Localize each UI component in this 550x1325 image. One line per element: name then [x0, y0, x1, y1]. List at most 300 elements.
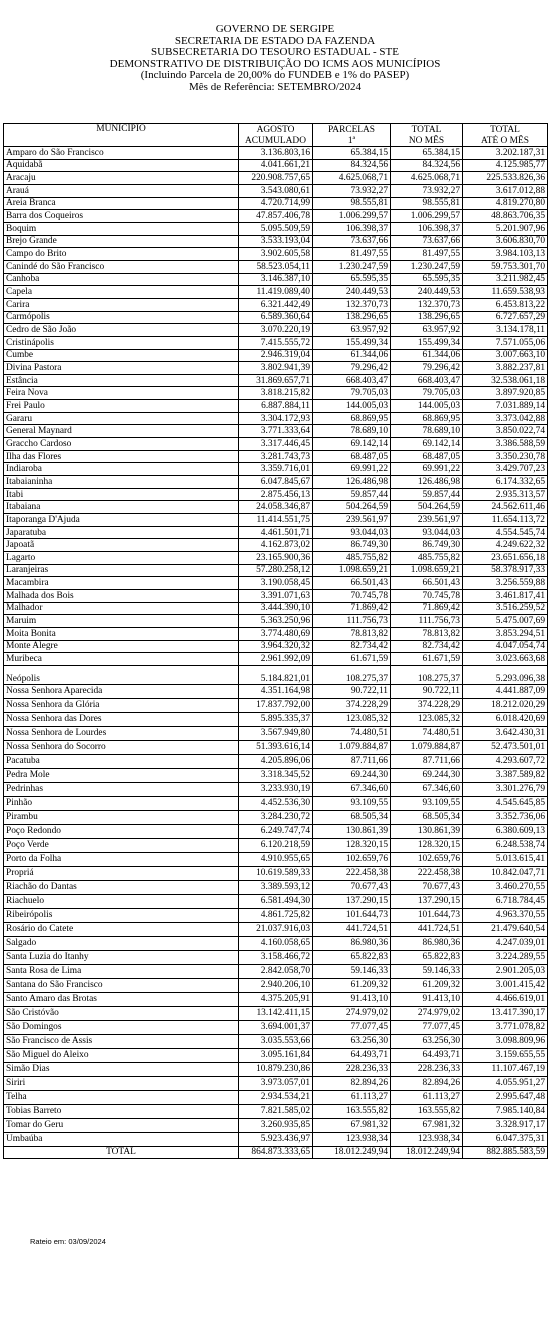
table-row [4, 501, 548, 514]
municipio-cell: Arauá [4, 184, 239, 197]
municipio-cell: Maruim [4, 615, 239, 628]
parcela-cell: 137.290,15 [313, 894, 391, 908]
total-ate-mes-cell: 4.545.645,85 [463, 796, 548, 810]
total-ate-mes-cell: 32.538.061,18 [463, 374, 548, 387]
parcela-cell: 63.957,92 [313, 324, 391, 337]
parcela-cell: 1.079.884,87 [313, 740, 391, 754]
total-ate-mes-cell: 4.247.039,01 [463, 936, 548, 950]
total-mes-cell: 67.981,32 [391, 1118, 463, 1132]
total-ate-mes-cell: 2.935.313,57 [463, 488, 548, 501]
total-mes-cell: 74.480,51 [391, 726, 463, 740]
municipio-cell: Graccho Cardoso [4, 438, 239, 451]
municipio-cell: Gararu [4, 412, 239, 425]
parcela-cell: 91.413,10 [313, 992, 391, 1006]
header-subsecretariat: SUBSECRETARIA DO TESOURO ESTADUAL - STE [151, 46, 399, 59]
parcela-cell: 77.077,45 [313, 1020, 391, 1034]
agosto-acumulado-cell: 11.419.089,40 [239, 286, 313, 299]
municipio-cell: Riachão do Dantas [4, 880, 239, 894]
total-mes-cell: 90.722,11 [391, 684, 463, 698]
total-ate-mes-cell: 11.659.538,93 [463, 286, 548, 299]
table-row [4, 852, 548, 866]
total-mes-cell: 485.755,82 [391, 552, 463, 565]
table-row [4, 438, 548, 451]
parcela-cell: 81.497,55 [313, 248, 391, 261]
parcela-cell: 132.370,73 [313, 298, 391, 311]
parcela-cell: 101.644,73 [313, 908, 391, 922]
table-row [4, 514, 548, 527]
agosto-acumulado-cell: 3.818.215,82 [239, 387, 313, 400]
total-ate-mes-cell: 3.352.736,06 [463, 810, 548, 824]
total-ate-mes-cell: 6.727.657,29 [463, 311, 548, 324]
total-mes-cell: 93.044,03 [391, 526, 463, 539]
table-row [4, 476, 548, 489]
header-reference-month: Mês de Referência: SETEMBRO/2024 [189, 80, 361, 93]
total-ate-mes-cell: 21.479.640,54 [463, 922, 548, 936]
col-header-total-mes: TOTAL [391, 124, 463, 136]
total-ate-mes-cell: 4.293.607,72 [463, 754, 548, 768]
total-mes-cell: 86.749,30 [391, 539, 463, 552]
table-row [4, 463, 548, 476]
municipio-cell: Japaratuba [4, 526, 239, 539]
total-ate-mes-cell: 6.380.609,13 [463, 824, 548, 838]
total-ate-mes-cell: 3.897.920,85 [463, 387, 548, 400]
parcela-cell: 102.659,76 [313, 852, 391, 866]
municipio-cell: Tomar do Geru [4, 1118, 239, 1132]
table-row [4, 712, 548, 726]
agosto-acumulado-cell: 5.923.436,97 [239, 1132, 313, 1146]
total-ate-mes-cell: 4.963.370,55 [463, 908, 548, 922]
total-ate-mes-cell: 3.224.289,55 [463, 950, 548, 964]
total-mes-cell: 137.290,15 [391, 894, 463, 908]
table-row [4, 726, 548, 740]
total-ate-mes-cell: 5.475.007,69 [463, 615, 548, 628]
total-ate-mes-cell: 3.429.707,23 [463, 463, 548, 476]
municipio-cell: Nossa Senhora Aparecida [4, 684, 239, 698]
total-ate-mes-cell: 7.985.140,84 [463, 1104, 548, 1118]
table-row [4, 273, 548, 286]
total-ate-mes-cell: 2.995.647,48 [463, 1090, 548, 1104]
agosto-acumulado-cell: 3.444.390,10 [239, 602, 313, 615]
agosto-acumulado-cell: 3.543.080,61 [239, 184, 313, 197]
total-ate-mes-cell: 5.201.907,96 [463, 222, 548, 235]
total-mes-cell: 67.346,60 [391, 782, 463, 796]
municipio-cell: Aracaju [4, 172, 239, 185]
agosto-acumulado-cell: 6.589.360,64 [239, 311, 313, 324]
total-ate-mes-cell: 13.417.390,17 [463, 1006, 548, 1020]
parcela-cell: 69.991,22 [313, 463, 391, 476]
agosto-acumulado-cell: 23.165.900,36 [239, 552, 313, 565]
parcela-cell: 82.894,26 [313, 1076, 391, 1090]
total-mes-cell: 222.458,38 [391, 866, 463, 880]
table-row [4, 1006, 548, 1020]
parcela-cell: 163.555,82 [313, 1104, 391, 1118]
agosto-acumulado-cell: 3.158.466,72 [239, 950, 313, 964]
total-mes-cell: 65.384,15 [391, 147, 463, 160]
municipio-cell: Pirambu [4, 810, 239, 824]
municipio-cell: Laranjeiras [4, 564, 239, 577]
table-row [4, 248, 548, 261]
agosto-acumulado-cell: 4.041.661,21 [239, 159, 313, 172]
total-mes-cell: 70.677,43 [391, 880, 463, 894]
parcela-cell: 69.142,14 [313, 438, 391, 451]
agosto-acumulado-cell: 2.940.206,10 [239, 978, 313, 992]
parcela-cell: 59.857,44 [313, 488, 391, 501]
parcela-cell: 61.344,06 [313, 349, 391, 362]
municipio-cell: Nossa Senhora do Socorro [4, 740, 239, 754]
table-body [4, 147, 548, 1159]
total-mes-cell: 108.275,37 [391, 665, 463, 684]
municipio-cell: Riachuelo [4, 894, 239, 908]
total-ate-mes-cell: 6.248.538,74 [463, 838, 548, 852]
municipio-cell: Aquidabã [4, 159, 239, 172]
total-mes-cell: 239.561,97 [391, 514, 463, 527]
total-mes-cell: 68.487,05 [391, 450, 463, 463]
table-row [4, 665, 548, 684]
agosto-acumulado-cell: 7.821.585,02 [239, 1104, 313, 1118]
table-row [4, 197, 548, 210]
municipio-cell: Monte Alegre [4, 640, 239, 653]
total-mes-cell: 64.493,71 [391, 1048, 463, 1062]
total-ate-mes-cell: 4.055.951,27 [463, 1076, 548, 1090]
table-row [4, 754, 548, 768]
parcela-cell: 128.320,15 [313, 838, 391, 852]
total-mes-cell: 66.501,43 [391, 577, 463, 590]
total-mes-cell: 73.637,66 [391, 235, 463, 248]
total-mes-cell: 1.098.659,21 [391, 564, 463, 577]
total-mes-cell: 59.146,33 [391, 964, 463, 978]
total-ate-mes-cell: 2.901.205,03 [463, 964, 548, 978]
total-mes-cell: 79.705,03 [391, 387, 463, 400]
municipio-cell: Simão Dias [4, 1062, 239, 1076]
header-title: DEMONSTRATIVO DE DISTRIBUIÇÃO DO ICMS AOS MUNICÍPIOS [109, 57, 441, 70]
table-row [4, 286, 548, 299]
agosto-acumulado-cell: 3.694.001,37 [239, 1020, 313, 1034]
agosto-acumulado-cell: 2.961.992,09 [239, 653, 313, 666]
total-mes-cell: 123.938,34 [391, 1132, 463, 1146]
table-row [4, 311, 548, 324]
parcela-cell: 68.869,95 [313, 412, 391, 425]
municipio-cell: São Domingos [4, 1020, 239, 1034]
agosto-acumulado-cell: 6.887.884,11 [239, 400, 313, 413]
total-ate-mes-cell: 6.174.332,65 [463, 476, 548, 489]
table-row [4, 782, 548, 796]
table-row [4, 1104, 548, 1118]
parcela-cell: 70.745,78 [313, 589, 391, 602]
parcela-cell: 18.012.249,94 [313, 1146, 391, 1158]
table-row [4, 1020, 548, 1034]
agosto-acumulado-cell: 3.317.446,45 [239, 438, 313, 451]
table-row [4, 796, 548, 810]
parcela-cell: 65.822,83 [313, 950, 391, 964]
parcela-cell: 441.724,51 [313, 922, 391, 936]
total-ate-mes-cell: 3.211.982,45 [463, 273, 548, 286]
table-row [4, 336, 548, 349]
total-ate-mes-cell: 59.753.301,70 [463, 260, 548, 273]
table-row [4, 387, 548, 400]
agosto-acumulado-cell: 6.047.845,67 [239, 476, 313, 489]
parcela-cell: 65.595,35 [313, 273, 391, 286]
total-ate-mes-cell: 58.378.917,33 [463, 564, 548, 577]
table-row [4, 147, 548, 160]
municipio-cell: Estância [4, 374, 239, 387]
table-row [4, 374, 548, 387]
agosto-acumulado-cell: 3.260.935,85 [239, 1118, 313, 1132]
total-ate-mes-cell: 3.461.817,41 [463, 589, 548, 602]
agosto-acumulado-cell: 6.120.218,59 [239, 838, 313, 852]
col-header-total-ate: TOTAL [463, 124, 548, 136]
total-mes-cell: 71.869,42 [391, 602, 463, 615]
total-row [4, 1146, 548, 1158]
agosto-acumulado-cell: 5.184.821,01 [239, 665, 313, 684]
total-mes-cell: 82.894,26 [391, 1076, 463, 1090]
parcela-cell: 98.555,81 [313, 197, 391, 210]
municipio-cell: Ribeirópolis [4, 908, 239, 922]
parcela-cell: 93.109,55 [313, 796, 391, 810]
total-mes-cell: 106.398,37 [391, 222, 463, 235]
agosto-acumulado-cell: 6.249.747,74 [239, 824, 313, 838]
agosto-acumulado-cell: 4.910.955,65 [239, 852, 313, 866]
parcela-cell: 144.005,03 [313, 400, 391, 413]
municipio-cell: Malhada dos Bois [4, 589, 239, 602]
total-mes-cell: 1.079.884,87 [391, 740, 463, 754]
agosto-acumulado-cell: 13.142.411,15 [239, 1006, 313, 1020]
total-mes-cell: 240.449,53 [391, 286, 463, 299]
agosto-acumulado-cell: 4.162.873,02 [239, 539, 313, 552]
total-mes-cell: 61.113,27 [391, 1090, 463, 1104]
table-row [4, 589, 548, 602]
municipio-cell: Cumbe [4, 349, 239, 362]
total-ate-mes-cell: 3.134.178,11 [463, 324, 548, 337]
agosto-acumulado-cell: 3.284.230,72 [239, 810, 313, 824]
agosto-acumulado-cell: 11.414.551,75 [239, 514, 313, 527]
agosto-acumulado-cell: 3.902.605,58 [239, 248, 313, 261]
col-subheader-parcela: 1ª [313, 135, 391, 147]
municipio-cell: Itaporanga D'Ajuda [4, 514, 239, 527]
parcela-cell: 74.480,51 [313, 726, 391, 740]
agosto-acumulado-cell: 57.280.258,12 [239, 564, 313, 577]
parcela-cell: 239.561,97 [313, 514, 391, 527]
parcela-cell: 155.499,34 [313, 336, 391, 349]
total-ate-mes-cell: 4.249.622,32 [463, 539, 548, 552]
agosto-acumulado-cell: 51.393.616,14 [239, 740, 313, 754]
total-ate-mes-cell: 3.098.809,96 [463, 1034, 548, 1048]
agosto-acumulado-cell: 3.771.333,64 [239, 425, 313, 438]
table-row [4, 653, 548, 666]
table-row [4, 564, 548, 577]
agosto-acumulado-cell: 220.908.757,65 [239, 172, 313, 185]
agosto-acumulado-cell: 3.774.480,69 [239, 627, 313, 640]
total-ate-mes-cell: 4.819.270,80 [463, 197, 548, 210]
total-mes-cell: 78.689,10 [391, 425, 463, 438]
total-ate-mes-cell: 3.853.294,51 [463, 627, 548, 640]
municipio-cell: Areia Branca [4, 197, 239, 210]
total-mes-cell: 79.296,42 [391, 362, 463, 375]
total-ate-mes-cell: 3.301.276,79 [463, 782, 548, 796]
agosto-acumulado-cell: 4.461.501,71 [239, 526, 313, 539]
table-row [4, 539, 548, 552]
agosto-acumulado-cell: 3.391.071,63 [239, 589, 313, 602]
parcela-cell: 1.098.659,21 [313, 564, 391, 577]
municipio-cell: São Miguel do Aleixo [4, 1048, 239, 1062]
agosto-acumulado-cell: 3.389.593,12 [239, 880, 313, 894]
total-mes-cell: 69.991,22 [391, 463, 463, 476]
parcela-cell: 274.979,02 [313, 1006, 391, 1020]
agosto-acumulado-cell: 3.136.803,16 [239, 147, 313, 160]
agosto-acumulado-cell: 3.233.930,19 [239, 782, 313, 796]
parcela-cell: 70.677,43 [313, 880, 391, 894]
table-row [4, 1062, 548, 1076]
municipio-cell: General Maynard [4, 425, 239, 438]
table-row [4, 552, 548, 565]
agosto-acumulado-cell: 4.375.205,91 [239, 992, 313, 1006]
total-mes-cell: 132.370,73 [391, 298, 463, 311]
table-row [4, 488, 548, 501]
total-mes-cell: 78.813,82 [391, 627, 463, 640]
rateio-date: Rateio em: 03/09/2024 [30, 1237, 106, 1246]
parcela-cell: 374.228,29 [313, 698, 391, 712]
total-mes-cell: 86.980,36 [391, 936, 463, 950]
total-ate-mes-cell: 4.125.985,77 [463, 159, 548, 172]
total-ate-mes-cell: 3.373.042,88 [463, 412, 548, 425]
table-row [4, 768, 548, 782]
parcela-cell: 67.346,60 [313, 782, 391, 796]
table-row [4, 222, 548, 235]
parcela-cell: 138.296,65 [313, 311, 391, 324]
parcela-cell: 111.756,73 [313, 615, 391, 628]
municipio-cell: Nossa Senhora da Glória [4, 698, 239, 712]
total-mes-cell: 81.497,55 [391, 248, 463, 261]
total-ate-mes-cell: 6.718.784,45 [463, 894, 548, 908]
municipio-cell: Macambira [4, 577, 239, 590]
parcela-cell: 86.980,36 [313, 936, 391, 950]
agosto-acumulado-cell: 2.934.534,21 [239, 1090, 313, 1104]
total-mes-cell: 1.006.299,57 [391, 210, 463, 223]
table-row [4, 908, 548, 922]
municipio-cell: Santana do São Francisco [4, 978, 239, 992]
agosto-acumulado-cell: 864.873.333,65 [239, 1146, 313, 1158]
table-row [4, 740, 548, 754]
total-mes-cell: 63.256,30 [391, 1034, 463, 1048]
total-mes-cell: 93.109,55 [391, 796, 463, 810]
total-mes-cell: 101.644,73 [391, 908, 463, 922]
table-row [4, 615, 548, 628]
agosto-acumulado-cell: 3.973.057,01 [239, 1076, 313, 1090]
agosto-acumulado-cell: 5.095.509,59 [239, 222, 313, 235]
municipio-cell: Canhoba [4, 273, 239, 286]
parcela-cell: 123.085,32 [313, 712, 391, 726]
total-mes-cell: 84.324,56 [391, 159, 463, 172]
municipio-cell: Siriri [4, 1076, 239, 1090]
col-subheader-acumulado: ACUMULADO [239, 135, 313, 147]
total-ate-mes-cell: 3.387.589,82 [463, 768, 548, 782]
table-row [4, 450, 548, 463]
total-mes-cell: 87.711,66 [391, 754, 463, 768]
agosto-acumulado-cell: 3.146.387,10 [239, 273, 313, 286]
total-mes-cell: 61.671,59 [391, 653, 463, 666]
municipio-cell: Feira Nova [4, 387, 239, 400]
municipio-cell: Pedra Mole [4, 768, 239, 782]
parcela-cell: 84.324,56 [313, 159, 391, 172]
table-row [4, 992, 548, 1006]
total-ate-mes-cell: 11.107.467,19 [463, 1062, 548, 1076]
total-mes-cell: 441.724,51 [391, 922, 463, 936]
municipio-cell: Santa Rosa de Lima [4, 964, 239, 978]
total-ate-mes-cell: 48.863.706,35 [463, 210, 548, 223]
table-row [4, 880, 548, 894]
municipio-cell: Frei Paulo [4, 400, 239, 413]
parcela-cell: 106.398,37 [313, 222, 391, 235]
municipio-cell: Amparo do São Francisco [4, 147, 239, 160]
total-ate-mes-cell: 3.386.588,59 [463, 438, 548, 451]
municipio-cell: Malhador [4, 602, 239, 615]
total-ate-mes-cell: 4.047.054,74 [463, 640, 548, 653]
agosto-acumulado-cell: 3.304.172,93 [239, 412, 313, 425]
agosto-acumulado-cell: 3.802.941,39 [239, 362, 313, 375]
total-mes-cell: 69.244,30 [391, 768, 463, 782]
parcela-cell: 61.113,27 [313, 1090, 391, 1104]
total-ate-mes-cell: 23.651.656,18 [463, 552, 548, 565]
table-row [4, 1118, 548, 1132]
parcela-cell: 87.711,66 [313, 754, 391, 768]
total-ate-mes-cell: 3.850.022,74 [463, 425, 548, 438]
agosto-acumulado-cell: 5.895.335,37 [239, 712, 313, 726]
agosto-acumulado-cell: 3.964.320,32 [239, 640, 313, 653]
parcela-cell: 504.264,59 [313, 501, 391, 514]
municipio-cell: Nossa Senhora de Lourdes [4, 726, 239, 740]
total-ate-mes-cell: 6.047.375,31 [463, 1132, 548, 1146]
table-row [4, 978, 548, 992]
total-mes-cell: 111.756,73 [391, 615, 463, 628]
total-mes-cell: 18.012.249,94 [391, 1146, 463, 1158]
total-ate-mes-cell: 3.516.259,52 [463, 602, 548, 615]
total-mes-cell: 374.228,29 [391, 698, 463, 712]
icms-distribution-table [3, 123, 548, 1159]
municipio-cell: Canindé do São Francisco [4, 260, 239, 273]
total-ate-mes-cell: 4.441.887,09 [463, 684, 548, 698]
parcela-cell: 61.209,32 [313, 978, 391, 992]
total-ate-mes-cell: 6.018.420,69 [463, 712, 548, 726]
agosto-acumulado-cell: 3.567.949,80 [239, 726, 313, 740]
agosto-acumulado-cell: 4.720.714,99 [239, 197, 313, 210]
total-mes-cell: 130.861,39 [391, 824, 463, 838]
total-mes-cell: 91.413,10 [391, 992, 463, 1006]
total-mes-cell: 63.957,92 [391, 324, 463, 337]
parcela-cell: 86.749,30 [313, 539, 391, 552]
table-row [4, 866, 548, 880]
parcela-cell: 63.256,30 [313, 1034, 391, 1048]
parcela-cell: 123.938,34 [313, 1132, 391, 1146]
municipio-cell: Rosário do Catete [4, 922, 239, 936]
total-ate-mes-cell: 5.293.096,38 [463, 665, 548, 684]
total-mes-cell: 59.857,44 [391, 488, 463, 501]
parcela-cell: 4.625.068,71 [313, 172, 391, 185]
header-secretariat: SECRETARIA DE ESTADO DA FAZENDA [174, 34, 376, 47]
municipio-cell: Brejo Grande [4, 235, 239, 248]
agosto-acumulado-cell: 3.095.161,84 [239, 1048, 313, 1062]
total-ate-mes-cell: 52.473.501,01 [463, 740, 548, 754]
municipio-cell: Pinhão [4, 796, 239, 810]
total-mes-cell: 82.734,42 [391, 640, 463, 653]
municipio-cell: Telha [4, 1090, 239, 1104]
table-row [4, 412, 548, 425]
total-mes-cell: 61.209,32 [391, 978, 463, 992]
table-row [4, 824, 548, 838]
table-row [4, 172, 548, 185]
total-ate-mes-cell: 3.007.663,10 [463, 349, 548, 362]
total-mes-cell: 504.264,59 [391, 501, 463, 514]
municipio-cell: Porto da Folha [4, 852, 239, 866]
total-ate-mes-cell: 3.328.917,17 [463, 1118, 548, 1132]
